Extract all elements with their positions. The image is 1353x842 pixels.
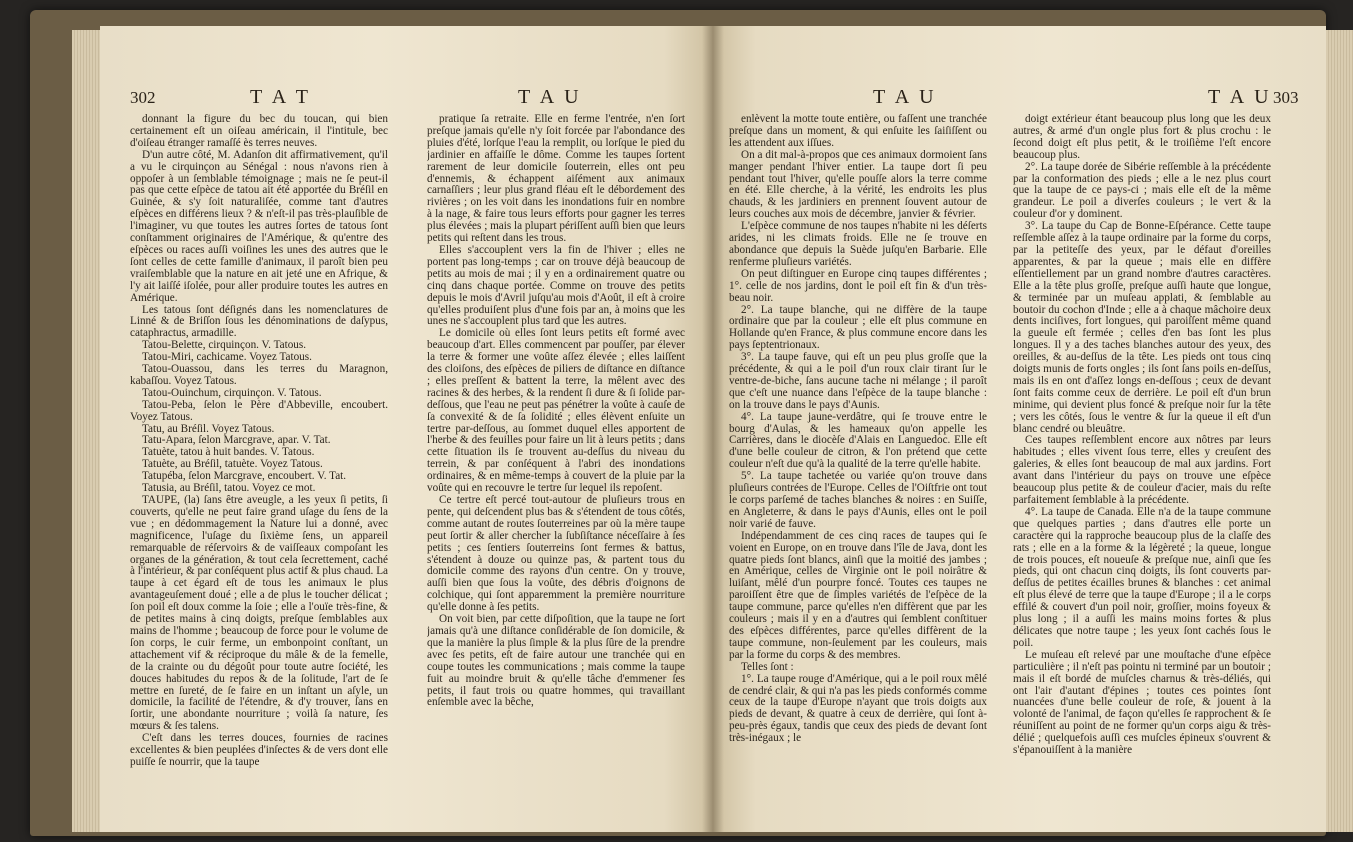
right-page-column-1 bbox=[729, 114, 987, 829]
paragraph: Le domicile où elles ſont leurs petits eſt formé avec beaucoup d'art. Elles commencent par pouſſer, par élever la terre & former une voûte aſſez élevée ; elles laiſſent des cloiſons, des eſpèces de piliers de diſtance en diſtance ; elles preſſent & battent la terre, la mêlent avec des racines & des herbes, & la rendent ſi dure & ſi ſolide par-deſſous, que l'eau ne peut pas pénétrer la voûte à cauſe de ſa convexité & de ſa ſolidité ; elles élèvent enſuite un tertre par-deſſous, au ſommet duquel elles apportent de l'herbe & des feuilles pour faire un lit à leurs petits ; dans cette ſituation ils ſe trouvent au-deſſus du niveau du terrein, & par conſéquent à l'abri des inondations ordinaires, & en même-temps à couvert de la pluie par la voûte qui en recouvre le tertre ſur lequel ils repoſent. bbox=[427, 327, 685, 495]
paragraph: Tatou-Peba, ſelon le Père d'Abbeville, encoubert. Voyez Tatous. bbox=[130, 398, 388, 423]
paragraph: Tatou-Belette, cirquinçon. V. Tatous. bbox=[142, 339, 307, 352]
paragraph: 1°. La taupe rouge d'Amérique, qui a le poil roux mêlé de cendré clair, & qui n'a pas les pieds conformés comme ceux de la taupe d'Europe n'ayant que trois doigts aux pieds de devant, & quatre à ceux de derrière, qui ſont à-peu-près égaux, tandis que ceux des pieds de devant ſont très-inégaux ; le bbox=[729, 672, 987, 745]
left-running-head-left: T A T bbox=[250, 86, 311, 108]
right-page-header bbox=[713, 86, 1326, 112]
paragraph: Indépendamment de ces cinq races de taupes qui ſe voient en Europe, on en trouve dans l'île de Java, dont les quatre pieds ſont blancs, ainſi que la moitié des jambes ; en Amérique, celles de Virginie ont le poil noirâtre & luiſant, mêlé d'un pourpre foncé. Toutes ces taupes ne paroiſſent être que de ſimples variétés de l'eſpèce de la taupe commune, parce qu'elles n'en diffèrent que par les couleurs ; mais il y en a d'autres qui ſemblent conſtituer des eſpèces différentes, parce qu'elles diffèrent de la taupe commune, non-ſeulement par les couleurs, mais par la forme du corps & des membres. bbox=[729, 529, 987, 661]
paragraph: 5°. La taupe tachetée ou variée qu'on trouve dans pluſieurs contrées de l'Europe. Celles de l'Oiſtfrie ont tout le corps parſemé de taches blanches & noires : en Suiſſe, en Angleterre, & dans le pays d'Aunis, elles ont le poil noir varié de fauve. bbox=[729, 470, 987, 530]
page-edges-right bbox=[1326, 30, 1353, 832]
paragraph: Le muſeau eſt relevé par une mouſtache d'une eſpèce particulière ; il n'eſt pas pointu ni terminé par un boutoir ; mais il eſt bordé de muſcles charnus & très-déliés, qui ont l'air d'autant d'épines ; toutes ces pointes ſont nuancées d'une belle couleur de roſe, & jouent à la volonté de l'animal, de façon qu'elles ſe rapprochent & ſe réuniſſent au point de ne former qu'un corps aigu & très-délié ; quelquefois auſſi ces muſcles épineux s'ouvrent & s'épanouiſſent à la manière bbox=[1013, 648, 1271, 757]
paragraph: Tatu, au Bréſil. Voyez Tatous. bbox=[142, 422, 275, 435]
page-edges-left bbox=[72, 30, 100, 832]
paragraph: C'eſt dans les terres douces, fournies de racines excellentes & bien peuplées d'inſectes & de vers dont elle puiſſe ſe nourrir, que la taupe bbox=[130, 732, 388, 768]
paragraph: 2°. La taupe blanche, qui ne diffère de la taupe ordinaire que par la couleur ; elle eſt plus commune en Hollande qu'en France, & plus commune encore dans les pays ſeptentrionaux. bbox=[729, 303, 987, 352]
paragraph: Tatou-Miri, cachicame. Voyez Tatous. bbox=[142, 351, 312, 364]
paragraph: Telles ſont : bbox=[741, 660, 794, 673]
paragraph: pratique ſa retraite. Elle en ferme l'entrée, n'en ſort preſque jamais qu'elle n'y ſoit forcée par l'abondance des pluies d'été, lorſque l'eau la remplit, ou lorſque le pied du jardinier en affaiſſe le dôme. Comme les taupes ſortent rarement de leur domicile ſouterrein, elles ont peu d'ennemis, & échappent aiſément aux animaux carnaſſiers ; leur plus grand fléau eſt le débordement des rivières ; on les voit dans les inondations fuir en nombre à la nage, & faire tous leurs efforts pour gagner les terres plus élevées ; mais la plupart périſſent auſſi bien que leurs petits qui reſtent dans les trous. bbox=[427, 114, 685, 245]
paragraph: D'un autre côté, M. Adanſon dit affirmativement, qu'il a vu le cirquinçon au Sénégal : nous n'avons rien à oppoſer à un ſemblable témoignage ; mais ne ſe peut-il pas que cette eſpèce de tatou ait été apportée du Bréſil en Guinée, & s'y ſoit naturaliſée, comme tant d'autres eſpèces en différens lieux ? & n'eſt-il pas très-plauſible de l'imaginer, vu que toutes les autres ſortes de tatous ſont conſtamment originaires de l'Amérique, & qu'entre des eſpèces ou races auſſi voiſines les unes des autres que le ſont celles de cette famille d'animaux, il paroît bien peu vraiſemblable que la nature en ait jeté une en Afrique, & l'y ait laiſſé iſolée, pour aller produire toutes les autres en Amérique. bbox=[130, 148, 388, 304]
paragraph: Tatu-Apara, ſelon Marcgrave, apar. V. Tat. bbox=[142, 434, 331, 447]
paragraph: L'eſpèce commune de nos taupes n'habite ni les déſerts arides, ni les climats froids. Elle ne ſe trouve en abondance que depuis la Suède juſqu'en Barbarie. Elle renferme pluſieurs variétés. bbox=[729, 220, 987, 268]
paragraph: Elles s'accouplent vers la fin de l'hiver ; elles ne portent pas long-temps ; car on trouve déjà beaucoup de petits au mois de mai ; il y en a ordinairement quatre ou cinq dans chaque portée. Comme on trouve des petits depuis le mois d'Avril juſqu'au mois d'Août, il eſt à croire qu'elles produiſent plus d'une fois par an, à moins que les unes ne s'accouplent plus tard que les autres. bbox=[427, 243, 685, 328]
paragraph: Tatou-Ouassou, dans les terres du Maragnon, kabaſſou. Voyez Tatous. bbox=[130, 363, 388, 387]
left-page-column-2 bbox=[427, 114, 685, 829]
paragraph: Tatusia, au Bréſil, tatou. Voyez ce mot. bbox=[142, 482, 316, 495]
paragraph: 3°. La taupe du Cap de Bonne-Eſpérance. Cette taupe reſſemble aſſez à la taupe ordinaire par la forme du corps, par la petiteſſe des yeux, par le défaut d'oreilles apparentes, & par la queue ; mais elle en diffère eſſentiellement par un grand nombre d'autres caractères. Elle a la tête plus groſſe, preſque auſſi haute que longue, & terminée par un muſeau applati, & ſemblable au boutoir du cochon d'Inde ; elle a à chaque mâchoire deux dents inciſives, fort longues, qui paroiſſent même quand la gueule eſt fermée ; celles d'en bas ſont les plus longues. Il y a des taches blanches autour des yeux, des oreilles, & au-deſſus de la tête. Les pieds ont tous cinq doigts munis de forts ongles ; ils ſont ſans poils en-deſſus, mais ils en ont d'aſſez longs en-deſſous ; ceux de devant ſont faits comme ceux de derrière. Le poil eſt d'un brun minime, qui devient plus foncé & preſque noir ſur la tête ; vers les côtés, ſous le ventre & ſur la queue il eſt d'un blanc cendré ou bleuâtre. bbox=[1013, 220, 1271, 435]
paragraph: On peut diſtinguer en Europe cinq taupes différentes ; 1°. celle de nos jardins, dont le poil eſt fin & d'un très-beau noir. bbox=[729, 267, 987, 304]
right-page bbox=[713, 26, 1326, 832]
paragraph: 4°. La taupe de Canada. Elle n'a de la taupe commune que quelques parties ; dans d'autres elle porte un caractère qui la rapproche beaucoup plus de la claſſe des rats ; elle en a la forme & la légèreté ; la queue, longue de trois pouces, eſt noueuſe & preſque nue, ainſi que ſes pieds, qui ont chacun cinq doigts, ils ſont couverts par-deſſus de petites écailles brunes & blanches : cet animal eſt plus élevé de terre que la taupe d'Europe ; il a le corps effilé & couvert d'un poil noir, groſſier, moins foyeux & plus long ; il a auſſi les mains moins fortes & plus délicates que notre taupe ; les yeux ſont cachés ſous le poil. bbox=[1013, 505, 1271, 649]
book-gutter bbox=[702, 26, 724, 832]
paragraph: Tatou-Ouinchum, cirquinçon. V. Tatous. bbox=[142, 386, 322, 399]
paragraph: On voit bien, par cette diſpoſition, que la taupe ne ſort jamais qu'à une diſtance conſidérable de ſon domicile, & que la manière la plus ſimple & la plus ſûre de la prendre avec ſes petits, eſt de faire autour une tranchée qui en coupe toutes les communications ; mais comme la taupe fuit au moindre bruit & qu'elle tâche d'emmener ſes petits, il faut trois ou quatre hommes, qui travaillant enſemble avec la bêche, bbox=[427, 613, 685, 709]
right-running-head-left: T A U bbox=[873, 86, 937, 108]
paragraph: Les tatous ſont déſignés dans les nomenclatures de Linné & de Briſſon ſous les dénominations de daſypus, cataphractus, armadille. bbox=[130, 303, 388, 340]
left-page bbox=[100, 26, 713, 832]
right-running-head-right: T A U bbox=[1208, 86, 1272, 108]
paragraph: doigt extérieur étant beaucoup plus long que les deux autres, & armé d'un ongle plus fort & plus crochu : le ſecond doigt eſt plus petit, & le troiſième l'eſt encore beaucoup plus. bbox=[1013, 114, 1271, 161]
left-page-header bbox=[100, 86, 713, 112]
right-page-column-2 bbox=[1013, 114, 1271, 829]
left-page-number: 302 bbox=[130, 88, 156, 107]
paragraph: 4°. La taupe jaune-verdâtre, qui ſe trouve entre le bourg d'Aulas, & les hameaux qu'on appelle les Carrières, dans le diocèſe d'Alais en Languedoc. Elle eſt d'une belle couleur de citron, & l'on prétend que cette couleur n'eſt due qu'à la qualité de la terre qu'elle habite. bbox=[729, 410, 987, 471]
left-page-column-1 bbox=[130, 114, 388, 829]
paragraph: Tatuète, tatou à huit bandes. V. Tatous. bbox=[142, 446, 315, 459]
book-spread bbox=[30, 10, 1326, 836]
paragraph: TAUPE, (la) ſans être aveugle, a les yeux ſi petits, ſi couverts, qu'elle ne peut faire grand uſage du ſens de la vue ; en dédommagement la Nature lui a donné, avec magnificence, l'uſage du ſixième ſens, un appareil remarquable de réſervoirs & de vaiſſeaux compoſant les organes de la génération, & tout cela ſecrettement, caché à l'intérieur, & par conſéquent plus actif & plus chaud. La taupe à cet égard eſt de tous les animaux le plus avantageuſement doué ; elle a de plus le toucher délicat ; ſon poil eſt doux comme la ſoie ; elle a l'ouïe très-fine, & de petites mains à cinq doigts, preſque ſemblables aux mains de l'homme ; beaucoup de force pour le volume de ſon corps, le cuir ferme, un embonpoint conſtant, un attachement vif & réciproque du mâle & de la femelle, de la crainte ou du dégoût pour toute autre ſociété, les douces habitudes du repos & de la ſolitude, l'art de ſe mettre en ſureté, de ſe faire en un inſtant un aſyle, un domicile, la facilité de l'étendre, & d'y trouver, ſans en ſortir, une abondante nourriture ; voilà ſa nature, ſes mœurs & ſes talens. bbox=[130, 494, 388, 733]
paragraph: On a dit mal-à-propos que ces animaux dormoient ſans manger pendant l'hiver entier. La taupe dort ſi peu pendant tout l'hiver, qu'elle pouſſe alors la terre comme en été. Elle cherche, à la vérité, les endroits les plus chauds, & les jardiniers en prennent ſouvent autour de leurs couches aux mois de décembre, janvier & février. bbox=[729, 148, 987, 221]
paragraph: Ce tertre eſt percé tout-autour de pluſieurs trous en pente, qui deſcendent plus bas & s'étendent de tous côtés, comme autant de routes ſouterreines par où la mère taupe peut ſortir & aller chercher la ſubſiſtance néceſſaire à ſes petits ; ces ſentiers ſouterreins ſont fermes & battus, s'étendent à douze ou quinze pas, & partent tous du domicile comme des rayons d'un centre. On y trouve, auſſi bien que ſous la voûte, des débris d'oignons de colchique, qui ſont apparemment la première nourriture qu'elle donne à ſes petits. bbox=[427, 494, 685, 614]
paragraph: Ces taupes reſſemblent encore aux nôtres par leurs habitudes ; elles vivent ſous terre, elles y creuſent des galeries, & elles ſont beaucoup de mal aux jardins. Fort avant dans l'intérieur du pays on trouve une eſpèce beaucoup plus petite & de couleur d'acier, mais du reſte parfaitement ſemblable à la précédente. bbox=[1013, 434, 1271, 506]
paragraph: Tatuète, au Bréſil, tatuète. Voyez Tatous. bbox=[142, 458, 323, 471]
right-page-number: 303 bbox=[1273, 88, 1299, 107]
paragraph: donnant la figure du bec du toucan, qui bien certainement eſt un oiſeau américain, il l'intitule, bec d'oiſeau étranger ramaſſé ès terres neuves. bbox=[130, 114, 388, 149]
paragraph: 3°. La taupe fauve, qui eſt un peu plus groſſe que la précédente, & qui a le poil d'un roux clair tirant ſur le ventre-de-biche, ſans aucune tache ni mélange ; il paroît que c'eſt une nuance dans l'eſpèce de la taupe blanche : on la trouve dans le pays d'Aunis. bbox=[729, 351, 987, 411]
paragraph: 2°. La taupe dorée de Sibérie reſſemble à la précédente par la conformation des pieds ; elle a le nez plus court que la taupe de ce pays-ci ; mais elle eſt de la même grandeur. Le poil a diverſes couleurs ; le vert & la couleur d'or y dominent. bbox=[1013, 160, 1271, 221]
paragraph: Tatupéba, ſelon Marcgrave, encoubert. V. Tat. bbox=[142, 470, 347, 483]
paragraph: enlèvent la motte toute entière, ou faſſent une tranchée preſque dans un moment, & qui enſuite les ſaiſiſſent ou les attendent aux iſſues. bbox=[729, 114, 987, 149]
left-running-head-right: T A U bbox=[518, 86, 582, 108]
